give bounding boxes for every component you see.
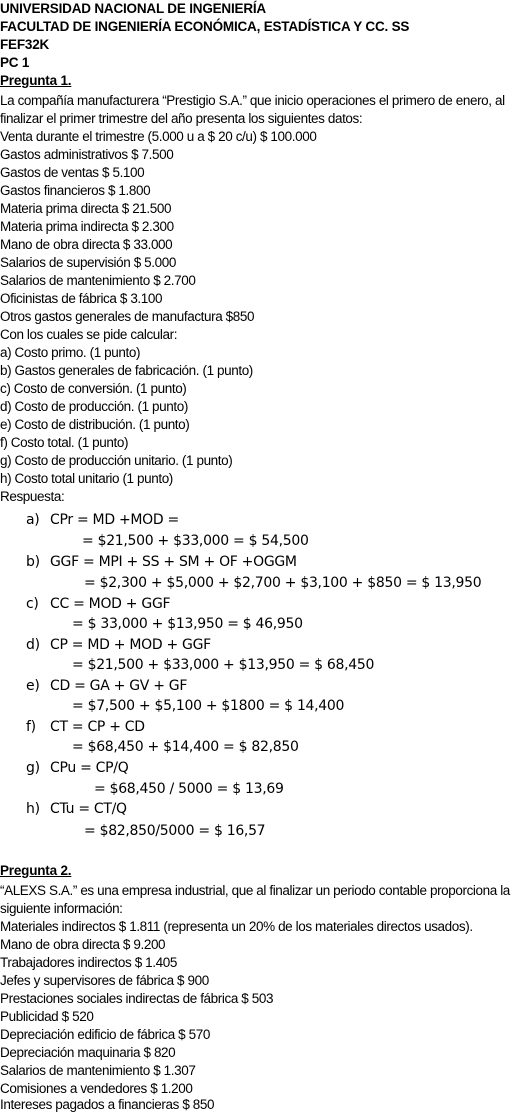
exam-name: PC 1 (0, 55, 30, 70)
answer-label: b) (26, 554, 40, 570)
answer-formula: GGF = MPI + SS + SM + OF +OGGM (50, 554, 297, 570)
q2-data-line: Prestaciones sociales indirectas de fábrica $ 503 (0, 991, 274, 1006)
answer-result: = $21,500 + $33,000 + $13,950 = $ 68,450 (72, 657, 375, 673)
q2-data-line: Salarios de mantenimiento $ 1.307 (0, 1063, 196, 1078)
question-1-intro-line-2: finalizar el primer trimestre del año presenta los siguientes datos: (0, 111, 363, 126)
answer-label: g) (26, 760, 40, 776)
q1-task-line: b) Gastos generales de fabricación. (1 punto) (0, 363, 253, 378)
question-1-intro-line-1: La compañía manufacturera “Prestigio S.A.” que inicio operaciones el primero de enero, al (0, 93, 505, 108)
q1-data-line: Venta durante el trimestre (5.000 u a $ 20 c/u) $ 100.000 (0, 129, 317, 144)
answer-formula: CP = MD + MOD + GGF (50, 637, 211, 653)
q1-data-line: Otros gastos generales de manufactura $850 (0, 309, 255, 324)
q2-data-line: Depreciación maquinaria $ 820 (0, 1045, 176, 1060)
answer-formula: CPu = CP/Q (50, 760, 129, 776)
answer-result: = $68,450 / 5000 = $ 13,69 (94, 781, 284, 797)
answer-label: e) (26, 678, 40, 694)
university-name: UNIVERSIDAD NACIONAL DE INGENIERÍA (0, 1, 266, 16)
q1-task-line: g) Costo de producción unitario. (1 punto) (0, 453, 233, 468)
q1-task-line: c) Costo de conversión. (1 punto) (0, 381, 187, 396)
answer-label: d) (26, 637, 40, 653)
q1-data-line: Materia prima indirecta $ 2.300 (0, 219, 174, 234)
answer-label: f) (26, 719, 36, 735)
question-2-intro-line-1: “ALEXS S.A.” es una empresa industrial, que al finalizar un periodo contable proporciona la (0, 883, 510, 898)
q2-data-line: Trabajadores indirectos $ 1.405 (0, 955, 177, 970)
q1-task-line: a) Costo primo. (1 punto) (0, 345, 141, 360)
q1-task-line: f) Costo total. (1 punto) (0, 435, 129, 450)
q1-data-line: Oficinistas de fábrica $ 3.100 (0, 291, 163, 306)
answer-result: = $82,850/5000 = $ 16,57 (84, 823, 266, 839)
q1-data-line: Gastos financieros $ 1.800 (0, 183, 151, 198)
q1-task-line: e) Costo de distribución. (1 punto) (0, 417, 190, 432)
answer-result: = $2,300 + $5,000 + $2,700 + $3,100 + $850 = $ 13,950 (84, 575, 482, 591)
q2-data-line: Jefes y supervisores de fábrica $ 900 (0, 973, 209, 988)
q1-data-line: Salarios de mantenimiento $ 2.700 (0, 273, 196, 288)
answer-result: = $68,450 + $14,400 = $ 82,850 (72, 739, 299, 755)
question-2-intro-line-2: siguiente información: (0, 901, 123, 916)
q1-task-line: d) Costo de producción. (1 punto) (0, 399, 188, 414)
answer-result: = $7,500 + $5,100 + $1800 = $ 14,400 (72, 698, 345, 714)
faculty-name: FACULTAD DE INGENIERÍA ECONÓMICA, ESTADÍSTICA Y CC. SS (0, 19, 410, 34)
answer-result: = $21,500 + $33,000 = $ 54,500 (82, 533, 309, 549)
course-code: FEF32K (0, 37, 50, 52)
q2-data-line: Intereses pagados a financieras $ 850 (0, 1097, 215, 1112)
question-2-title: Pregunta 2. (0, 863, 72, 878)
answer-label: h) (26, 801, 40, 817)
answer-formula: CPr = MD +MOD = (50, 512, 179, 528)
answer-formula: CT = CP + CD (50, 719, 145, 735)
q1-task-line: h) Costo total unitario (1 punto) (0, 471, 173, 486)
answer-heading: Respuesta: (0, 489, 65, 504)
answer-label: a) (26, 512, 40, 528)
q2-data-line: Depreciación edificio de fábrica $ 570 (0, 1027, 210, 1042)
answer-label: c) (26, 596, 39, 612)
q1-data-line: Materia prima directa $ 21.500 (0, 201, 172, 216)
q1-data-line: Gastos administrativos $ 7.500 (0, 147, 174, 162)
q2-data-line: Comisiones a vendedores $ 1.200 (0, 1081, 193, 1096)
answer-result: = $ 33,000 + $13,950 = $ 46,950 (72, 616, 303, 632)
q2-data-line: Materiales indirectos $ 1.811 (representa un 20% de los materiales directos usados). (0, 919, 473, 934)
q1-data-line: Con los cuales se pide calcular: (0, 327, 178, 342)
answer-formula: CTu = CT/Q (50, 801, 127, 817)
q2-data-line: Publicidad $ 520 (0, 1009, 94, 1024)
q2-data-line: Mano de obra directa $ 9.200 (0, 937, 166, 952)
answer-formula: CC = MOD + GGF (50, 596, 171, 612)
question-1-title: Pregunta 1. (0, 73, 72, 88)
answer-formula: CD = GA + GV + GF (50, 678, 188, 694)
q1-data-line: Gastos de ventas $ 5.100 (0, 165, 145, 180)
q1-data-line: Salarios de supervisión $ 5.000 (0, 255, 176, 270)
q1-data-line: Mano de obra directa $ 33.000 (0, 237, 173, 252)
